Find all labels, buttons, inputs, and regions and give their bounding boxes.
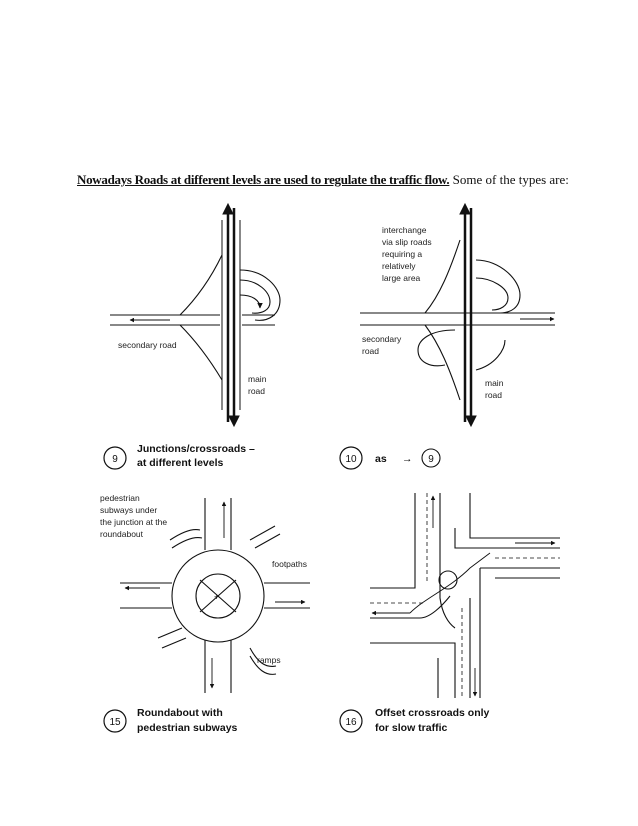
- note-line-4: roundabout: [100, 529, 144, 539]
- caption-line-2: pedestrian subways: [137, 722, 238, 734]
- figure-10-diagram: [330, 200, 570, 475]
- main-road-label-2: road: [485, 390, 503, 400]
- note-line-3: requiring a: [382, 249, 423, 259]
- main-road-label-1: main: [485, 378, 504, 388]
- footpaths-label: footpaths: [272, 559, 307, 569]
- caption-as: as: [375, 453, 387, 465]
- svg-text:+: +: [214, 592, 220, 602]
- note-line-5: large area: [382, 273, 421, 283]
- note-line-2: via slip roads: [382, 237, 432, 247]
- roundabout: [172, 550, 264, 642]
- caption-reference: 9: [428, 454, 434, 465]
- dashed-lanes: [370, 493, 560, 698]
- note-line-1: pedestrian: [100, 493, 140, 503]
- secondary-road: [360, 313, 555, 325]
- slip-loops: [418, 240, 520, 400]
- note-line-2: subways under: [100, 505, 158, 515]
- caption-line-2: at different levels: [137, 457, 224, 469]
- caption-line-2: for slow traffic: [375, 722, 448, 734]
- caption-arrow: →: [402, 453, 413, 465]
- figure-number: 15: [109, 717, 121, 728]
- caption-line-1: Roundabout with: [137, 707, 223, 719]
- secondary-road-label: secondary road: [118, 340, 177, 350]
- figure-number: 9: [112, 454, 118, 465]
- figure-9-diagram: [100, 200, 330, 475]
- secondary-road-label-1: secondary: [362, 334, 402, 344]
- caption-line-1: Junctions/crossroads –: [137, 443, 255, 455]
- traffic-arrows: [372, 496, 555, 696]
- secondary-road: [110, 315, 275, 325]
- figure-16-diagram: [330, 488, 570, 748]
- note-line-4: relatively: [382, 261, 416, 271]
- figure-number: 10: [345, 454, 357, 465]
- figure-number: 16: [345, 717, 357, 728]
- intro-rest: Some of the types are:: [449, 172, 569, 187]
- main-road-label-1: main: [248, 374, 267, 384]
- slip-loops: [180, 255, 280, 380]
- main-road: [222, 204, 240, 426]
- main-road: [460, 204, 476, 426]
- note-line-3: the junction at the: [100, 517, 168, 527]
- ramps-label: ramps: [257, 655, 281, 665]
- secondary-road-label-2: road: [362, 346, 380, 356]
- figure-15-diagram: [100, 488, 330, 748]
- intro-paragraph: [77, 170, 577, 190]
- note-line-1: interchange: [382, 225, 427, 235]
- roads: [370, 493, 560, 698]
- intro-lead: Nowadays Roads at different levels are used to regulate the traffic flow.: [77, 172, 450, 187]
- caption-line-1: Offset crossroads only: [375, 707, 490, 719]
- main-road-label-2: road: [248, 386, 266, 396]
